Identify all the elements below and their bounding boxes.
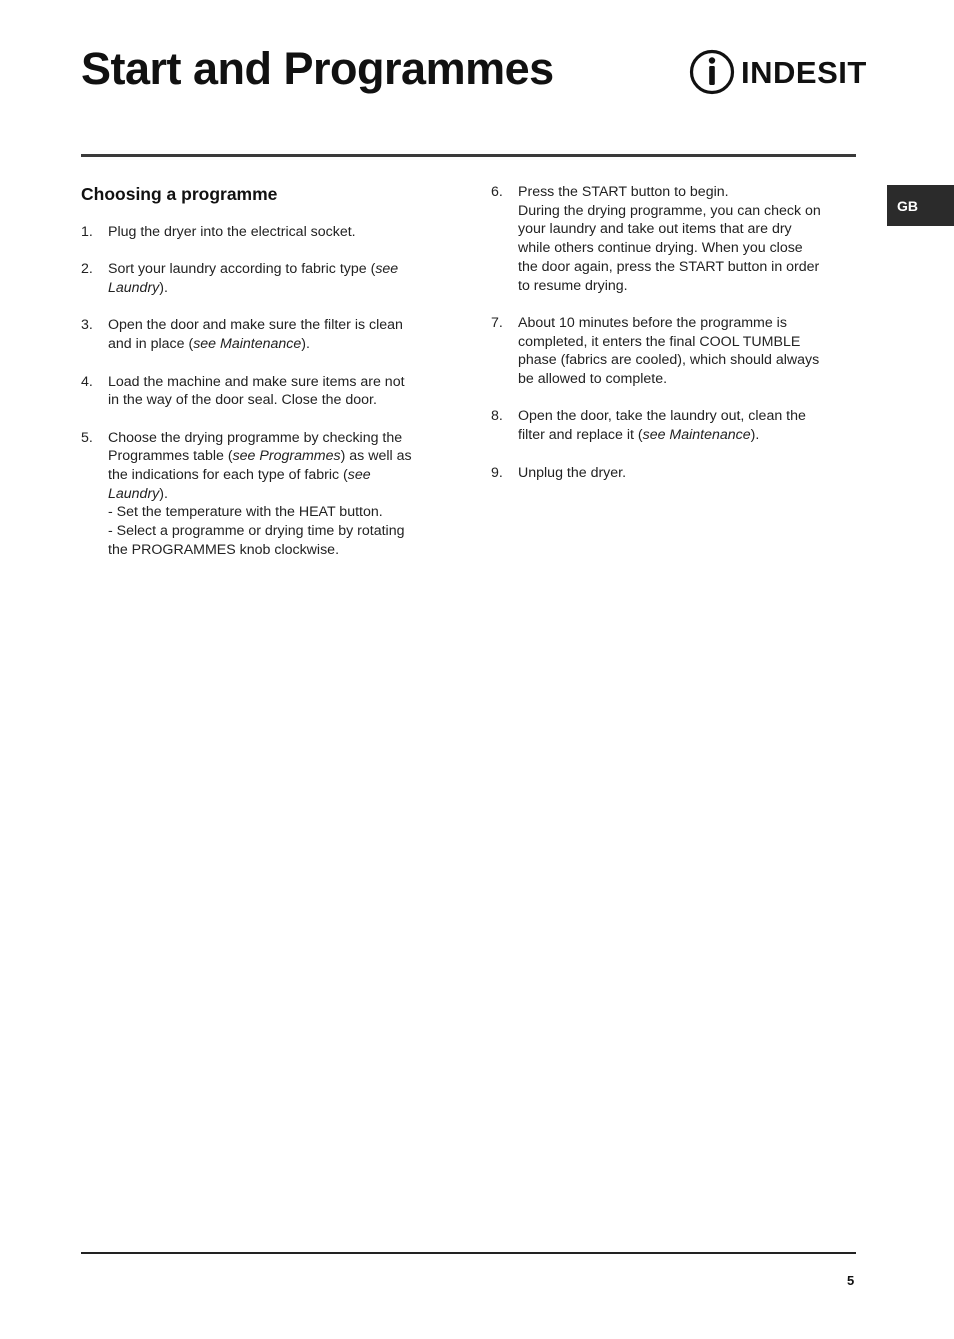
list-item — [491, 183, 856, 295]
text-run: Programmes table ( — [108, 448, 233, 465]
step-text — [108, 223, 436, 242]
text-run: in the way of the door seal. Close the door. — [108, 392, 377, 409]
step-text — [518, 407, 856, 444]
step-number: 1. — [81, 224, 93, 240]
step-number: 9. — [491, 464, 503, 481]
step-number: 3. — [81, 317, 93, 334]
step-line — [518, 464, 856, 483]
step-number: 6. — [491, 184, 503, 200]
list-item — [491, 407, 856, 444]
cross-reference: see — [347, 467, 371, 484]
list-item — [81, 429, 436, 560]
step-text — [108, 260, 436, 297]
step-line — [518, 239, 856, 258]
cross-reference: see Maintenance — [193, 336, 302, 353]
list-item — [491, 464, 856, 483]
text-run: Plug the dryer into the electrical socket. — [108, 224, 356, 240]
text-run: ). — [159, 485, 168, 502]
step-number: 4. — [81, 373, 93, 390]
text-run: and in place ( — [108, 336, 194, 353]
step-number: 5. — [81, 429, 93, 446]
text-run: Press the START button to begin. — [518, 184, 729, 200]
step-number: 2. — [81, 261, 93, 278]
step-line — [108, 447, 436, 466]
cross-reference: see Maintenance — [642, 427, 751, 444]
text-run: ). — [750, 427, 760, 444]
step-line — [518, 314, 856, 333]
text-run: ) as well as — [340, 448, 412, 465]
step-text — [518, 183, 856, 295]
text-run: - Select a programme or drying time by rotating — [108, 523, 405, 540]
step-line — [108, 373, 436, 392]
step-line — [518, 351, 856, 370]
step-line — [108, 279, 436, 298]
text-run: the indications for each type of fabric ( — [108, 467, 348, 484]
step-line — [108, 260, 436, 279]
brand-logo — [689, 49, 867, 95]
step-text — [108, 316, 436, 353]
cross-reference: Laundry — [108, 485, 160, 502]
text-run: Unplug the dryer. — [518, 464, 627, 481]
text-run: Sort your laundry according to fabric type ( — [108, 261, 376, 278]
text-run: your laundry and take out items that are dry — [518, 221, 792, 238]
right-column — [491, 183, 856, 501]
step-line — [518, 333, 856, 352]
step-line — [518, 407, 856, 426]
text-run: be allowed to complete. — [518, 371, 668, 388]
text-run: completed, it enters the final COOL TUMBLE — [518, 333, 801, 350]
steps-list-right — [491, 183, 856, 482]
list-item — [81, 373, 436, 410]
text-run: ). — [301, 336, 310, 353]
step-text — [108, 429, 436, 560]
step-text — [108, 373, 436, 410]
text-run: the door again, press the START button in order — [518, 258, 820, 275]
page-title: Start and Programmes — [81, 43, 554, 94]
cross-reference: Laundry — [108, 280, 160, 297]
text-run: - Set the temperature with the HEAT button. — [108, 504, 383, 521]
page-number: 5 — [847, 1273, 855, 1288]
left-column — [81, 180, 436, 578]
text-run: Load the machine and make sure items are not — [108, 373, 405, 390]
step-line — [108, 391, 436, 410]
step-line — [518, 220, 856, 239]
text-run: During the drying programme, you can check on — [518, 202, 821, 219]
step-text — [518, 314, 856, 389]
list-item — [81, 223, 436, 242]
step-line — [108, 541, 436, 560]
text-run: filter and replace it ( — [518, 427, 643, 444]
text-run: to resume drying. — [518, 277, 628, 294]
section-heading: Choosing a programme — [81, 184, 278, 204]
footer-divider — [81, 1252, 856, 1254]
step-line — [108, 335, 436, 354]
text-run: Open the door, take the laundry out, clean the — [518, 408, 806, 425]
step-number: 7. — [491, 314, 503, 331]
text-run: phase (fabrics are cooled), which should always — [518, 352, 820, 369]
step-line — [108, 466, 436, 485]
text-run: About 10 minutes before the programme is — [518, 314, 787, 331]
text-run: Open the door and make sure the filter is clean — [108, 317, 403, 334]
indesit-logo-icon — [689, 49, 735, 95]
step-line — [108, 223, 436, 242]
step-line — [518, 202, 856, 221]
step-line — [518, 277, 856, 296]
text-run: the PROGRAMMES knob clockwise. — [108, 541, 340, 558]
step-line — [518, 258, 856, 277]
step-line — [108, 316, 436, 335]
step-line — [518, 183, 856, 202]
steps-list-left — [81, 223, 436, 560]
step-line — [108, 503, 436, 522]
list-item — [491, 314, 856, 389]
step-number: 8. — [491, 408, 503, 425]
cross-reference: see Programmes — [232, 448, 341, 465]
list-item — [81, 316, 436, 353]
text-run: while others continue drying. When you close — [518, 240, 803, 257]
step-line — [108, 522, 436, 541]
step-line — [518, 426, 856, 445]
text-run: Choose the drying programme by checking the — [108, 429, 403, 446]
header-divider — [81, 154, 856, 157]
brand-name: INDESIT — [741, 54, 867, 90]
cross-reference: see — [375, 261, 399, 278]
list-item — [81, 260, 436, 297]
step-line — [108, 485, 436, 504]
step-line — [518, 370, 856, 389]
step-line — [108, 429, 436, 448]
step-text — [518, 464, 856, 483]
text-run: ). — [159, 280, 168, 297]
language-tab: GB — [887, 185, 954, 226]
